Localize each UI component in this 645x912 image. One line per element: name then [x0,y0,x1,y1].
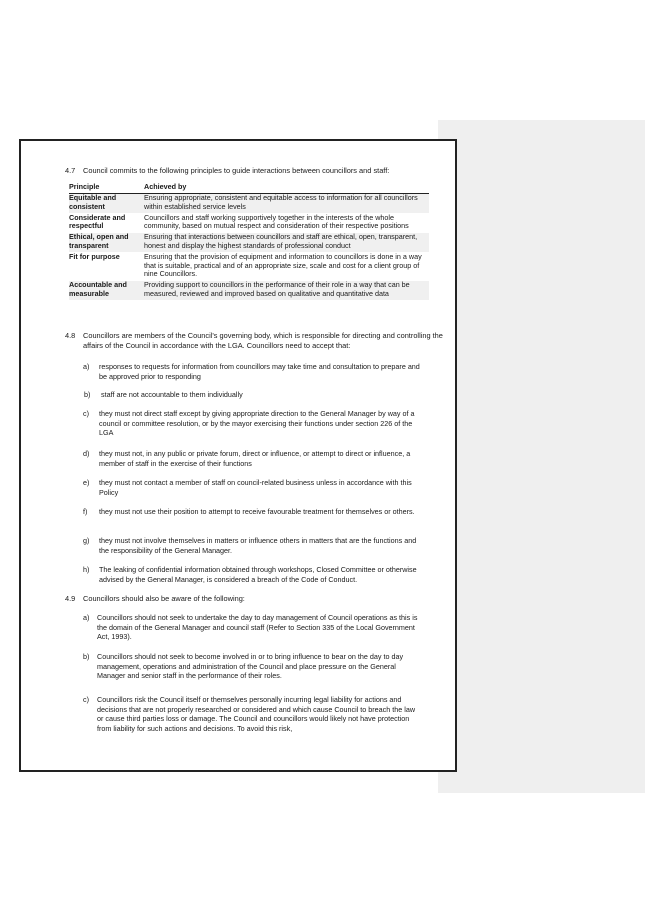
list-item-text: they must not use their position to attempt to receive favourable treatment for themselves or others. [99,507,415,516]
comment-margin-pane [438,120,645,793]
table-header-row [69,182,429,193]
achieved-by-cell: Ensuring that interactions between councillors and staff are ethical, open, transparent, honest and display the highest standards of professional conduct [144,233,429,253]
list-item-text: Councillors risk the Council itself or themselves personally incurring legal liability for actions and decisions that are not properly researched or considered and which cause Council to breach the law or cause third parties loss or damage. The Council and councillors would likely not have protection from liability for such actions and decisions. To avoid this risk, [97,695,416,733]
column-header-achieved-by: Achieved by [144,182,429,193]
list-item-letter: c) [83,409,89,418]
table-row [69,233,429,253]
table-row [69,281,429,301]
list-item-text: they must not involve themselves in matters or influence others in matters that are the functions and the responsibility of the General Manager. [99,536,417,555]
list-item-text: they must not direct staff except by giving appropriate direction to the General Manager by way of a council or committee resolution, or by the mayor exercising their functions under section 226 of the LGA [99,409,415,438]
list-item-letter: d) [83,449,90,458]
list-item-text: they must not, in any public or private forum, direct or influence, or attempt to direct or influence, a member of staff in the exercise of their functions [99,449,411,468]
list-item-letter: g) [83,536,90,545]
list-item-text: Councillors should not seek to become involved in or to bring influence to bear on the day to day management, operations and administration of the Council and place pressure on the General Manager and senior staff in the performance of their roles. [97,652,404,681]
column-header-principle: Principle [69,182,144,193]
section-4-8-intro: Councillors are members of the Council's governing body, which is responsible for directing and controlling the affairs of the Council in accordance with the LGA. Councillors need to accept that: [83,331,443,350]
principle-cell: Accountable and measurable [69,281,144,301]
achieved-by-cell: Providing support to councillors in the performance of their role in a way that can be measured, reviewed and improved based on qualitative and quantitative data [144,281,429,301]
list-item-letter: f) [83,507,88,516]
principle-cell: Considerate and respectful [69,212,126,231]
list-item-letter: b) [83,652,90,661]
list-item-letter: e) [83,478,90,487]
section-number-4-8: 4.8 [65,331,76,340]
achieved-by-cell: Councillors and staff working supportively together in the interests of the whole community, based on mutual respect and consideration of their respective positions [144,212,409,231]
achieved-by-cell: Ensuring that the provision of equipment and information to councillors is done in a way that is suitable, practical and of an appropriate size, scale and cost for a client group of nine Councillors. [144,251,422,279]
section-number-4-9: 4.9 [65,594,76,603]
principles-table [69,182,429,300]
list-item-text: responses to requests for information from councillors may take time and consultation to prepare and be approved prior to responding [99,362,420,381]
achieved-by-cell: Ensuring appropriate, consistent and equitable access to information for all councillors within established service levels [144,193,429,213]
section-4-9-intro: Councillors should also be aware of the following: [83,594,245,603]
list-item-letter: b) [84,390,91,399]
list-item-text: staff are not accountable to them individually [101,390,243,399]
section-number-4-7: 4.7 [65,166,76,175]
list-item-text: Councillors should not seek to undertake the day to day management of Council operations as this is the domain of the General Manager and council staff (Refer to Section 335 of the Local Government Act, 1993). [97,613,418,642]
document-page [19,139,457,772]
list-item-text: The leaking of confidential information obtained through workshops, Closed Committee or otherwise advised by the General Manager, is considered a breach of the Code of Conduct. [99,565,417,584]
principle-cell: Ethical, open and transparent [69,233,144,253]
table-row [69,213,429,233]
list-item-letter: a) [83,613,90,622]
principle-cell: Fit for purpose [69,251,120,261]
section-4-7-intro: Council commits to the following principles to guide interactions between councillors and staff: [83,166,390,175]
list-item-text: they must not contact a member of staff on council-related business unless in accordance with this Policy [99,478,412,497]
list-item-letter: a) [83,362,90,371]
list-item-letter: h) [83,565,90,574]
principle-cell: Equitable and consistent [69,193,144,213]
table-row [69,252,429,280]
list-item-letter: c) [83,695,89,704]
table-row [69,193,429,213]
